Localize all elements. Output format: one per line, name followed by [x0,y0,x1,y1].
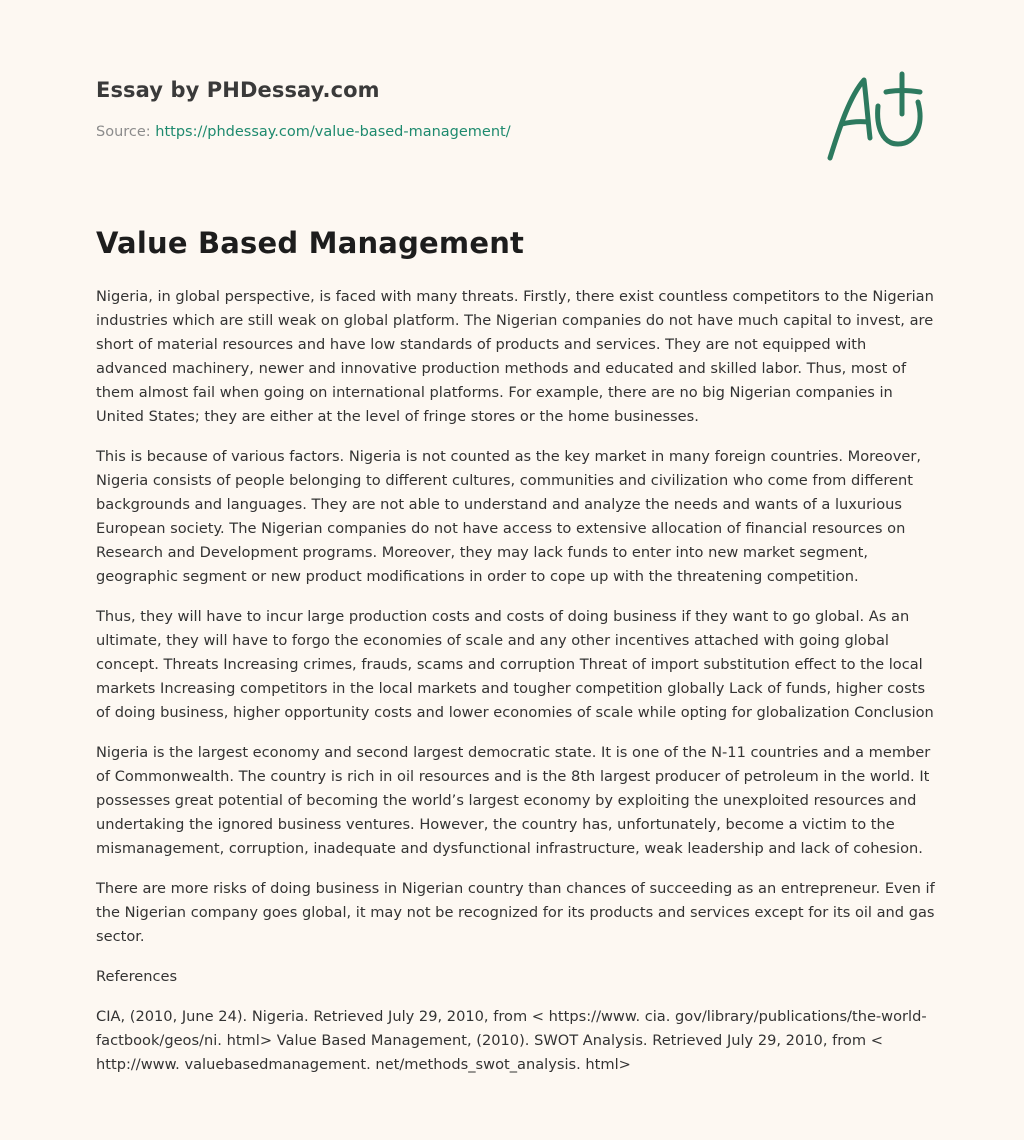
references-list: CIA, (2010, June 24). Nigeria. Retrieved July 29, 2010, from < https://www. cia. gov/library/publications/the-world-factbook/geos/ni. html> Value Based Management, (2010). SWOT Analysis. Retrieved July 29, 2010, from < http://www. valuebasedmanagement. net/methods_swot_analysis. html> [96,1008,927,1073]
paragraph: Nigeria, in global perspective, is faced with many threats. Firstly, there exist countless competitors to the Nigerian industries which are still weak on global platform. The Nigerian companies do not have much capital to invest, are short of material resources and have low standards of products and services. They are not equipped with advanced machinery, newer and innovative production methods and educated and skilled labor. Thus, most of them almost fail when going on international platforms. For example, there are no big Nigerian companies in United States; they are either at the level of fringe stores or the home businesses. [96,288,934,425]
a-plus-logo-icon [820,66,930,166]
paragraph: Nigeria is the largest economy and second largest democratic state. It is one of the N-11 countries and a member of Commonwealth. The country is rich in oil resources and is the 8th largest producer of petroleum in the world. It possesses great potential of becoming the world’s largest economy by exploiting the unexploited resources and undertaking the ignored business ventures. However, the country has, unfortunately, become a victim to the mismanagement, corruption, inadequate and dysfunctional infrastructure, weak leadership and lack of cohesion. [96,744,931,857]
essay-body [96,285,936,1093]
source-link[interactable]: https://phdessay.com/value-based-management/ [155,124,511,140]
paragraph: There are more risks of doing business in Nigerian country than chances of succeeding as an entrepreneur. Even if the Nigerian company goes global, it may not be recognized for its products and services except for its oil and gas sector. [96,880,935,945]
paragraph: This is because of various factors. Nigeria is not counted as the key market in many foreign countries. Moreover, Nigeria consists of people belonging to different cultures, communities and civilization who come from different backgrounds and languages. They are not able to understand and analyze the needs and wants of a luxurious European society. The Nigerian companies do not have access to extensive allocation of financial resources on Research and Development programs. Moreover, they may lack funds to enter into new market segment, geographic segment or new product modifications in order to cope up with the threatening competition. [96,448,921,585]
site-brand: Essay by PHDessay.com [96,78,380,102]
source-label: Source: [96,124,151,140]
page-title: Value Based Management [96,226,525,260]
references-heading: References [96,968,178,985]
paragraph: Thus, they will have to incur large production costs and costs of doing business if they want to go global. As an ultimate, they will have to forgo the economies of scale and any other incentives attached with going global concept. Threats Increasing crimes, frauds, scams and corruption Threat of import substitution effect to the local markets Increasing competitors in the local markets and tougher competition globally Lack of funds, higher costs of doing business, higher opportunity costs and lower economies of scale while opting for globalization Conclusion [96,608,934,721]
source-line [96,124,511,140]
